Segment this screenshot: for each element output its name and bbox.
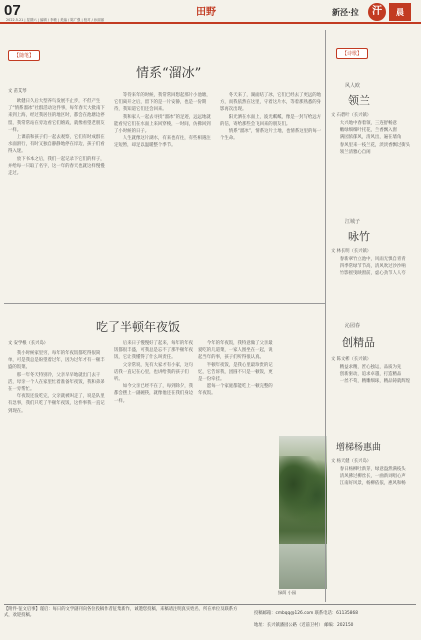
main-article-col3: 冬天来了，湖面结了冰，它们已经去了更远的地方，而我依然在这里，守着这片水，等着那熟悉的身影再次出现。 阳光洒在水面上，波光粼粼，像是一封写给远方的信，寄给那些会飞回来的朋友们。 情系“溜冰”，情系这片土地，也情系这里的每一个生命。 bbox=[220, 93, 322, 142]
poem2-author: 文 林长明（长兴镇） bbox=[331, 249, 372, 254]
article2-col3: 今年的年夜饭，我特意做了父亲最爱吃的几道菜，一家人围坐在一起，说起当年的事，孩子们听得很认真。 半顿年夜饭，是我心里最珍贵的记忆，它告诉我，团圆不只是一顿饭，更是一份牵挂。 愿每一个家庭都能吃上一顿完整的年夜饭。 bbox=[198, 341, 273, 397]
poem-tag: 【诗歌】 bbox=[336, 48, 368, 59]
main-article-col1: 欧健日久后大型养鸟发展不止步，不但产生了“情系溜冰”社群活动这件事，每年春天大批南下来到上海，经过我居住的地区时，都会在池塘边停留，我常常站在旁边看它们嬉戏，就像看望老朋友一样。 上课前和孩子们一起去观察，它们有时成群在水面滑行，有时又独自静静地停在岸边，孩子们看得入迷。 放下书本之后，我们一起记录下它们的样子，并给每一只取了名字，这一年的春天也就这样慢慢走过。 bbox=[8, 99, 105, 177]
footer-contact: 投稿邮箱：cmbqq@126.com 联系电话：61135868 bbox=[254, 611, 358, 616]
photo-water bbox=[279, 544, 327, 589]
main-article-author: 文 苗艾琴 bbox=[8, 89, 27, 94]
footer-address: 地址：长兴镇潘园公路（近前卫村） 邮编：202150 bbox=[254, 623, 354, 628]
article2-author: 文 安学根（长兴岛） bbox=[8, 341, 49, 346]
poem3-author: 文 陈文彬（长兴镇） bbox=[331, 357, 372, 362]
footer-notice bbox=[4, 604, 416, 638]
poem3-body: 精益求精，匠心独运，品质为先 创新驱动，追求卓越，打造精品 一丝不苟，精雕细琢，精品铸就辉煌 bbox=[339, 365, 411, 385]
article2-title: 吃了半顿年夜饭 bbox=[96, 320, 181, 334]
article2-col2: 后来日子慢慢好了起来，每年的年夜饭都很丰盛，可我总是忘不了那半顿年夜饭，它让我懂得了什么叫责任。 父亲常说，先有大家才有小家，这句话我一直记在心里，也讲给我的孩子们听。 如今父亲已经不在了，每到除夕，我都会摆上一副碗筷，就像他还在我们身边一样。 bbox=[114, 341, 194, 404]
footer-note: 【附件·征文启事】谨启：每日的文学副刊向各位投稿作者征集新作，诚邀您投稿，来稿请注明真实姓名、所在单位及联系方式，欢迎投稿。 bbox=[4, 607, 238, 618]
poem2-body: 春新翠竹立池中，风雨无惧自青青 四季常绿节节高，清风吹过沙沙响 竹影摇曳映窗前，虚心劲节人人夸 bbox=[339, 257, 406, 277]
poem1-author: 文 石碧叶（长兴镇） bbox=[331, 113, 372, 118]
sidebar-divider bbox=[325, 30, 326, 602]
poem2-title: 咏竹 bbox=[348, 230, 370, 243]
poem1-title: 领兰 bbox=[348, 94, 370, 107]
masthead-logo: 汗 bbox=[368, 3, 386, 21]
masthead-text: 新泾·拉 bbox=[332, 7, 359, 17]
divider bbox=[4, 303, 325, 304]
poem4-body: 春日杨柳吐新芽，绿意盎然满枝头 清风拂过柳丝长，一曲新词唱心声 江南好风景，杨柳依依，惠风和畅 bbox=[339, 467, 406, 487]
poem2-prefix: 江城子 bbox=[345, 219, 361, 225]
page-header bbox=[0, 0, 421, 24]
poem3-prefix: 沁园春 bbox=[345, 323, 361, 329]
poem4-author: 文 杨天健（长兴岛） bbox=[331, 459, 372, 464]
photo-trees bbox=[279, 456, 327, 526]
poem1-body: 大兴地中春着领，三连舒畅意 嫩绿细细叶托花，兰香飘入窗 满园浓郁风，清风出，遍在墙角 春风里来一枝兰花，淡淡香飘过街头 领兰清雅心自闲 bbox=[339, 121, 411, 155]
essay-tag: 【随笔】 bbox=[8, 50, 40, 61]
poem3-title: 创精品 bbox=[342, 336, 375, 349]
landscape-photo bbox=[279, 436, 327, 589]
main-article-title: 情系“溜冰” bbox=[136, 66, 202, 81]
article2-col1: 我小时候家里穷，每年的年夜饭都吃得很简单，可是我总是盼望着过年，因为过年才有一顿丰盛的饭菜。 那一年冬天特别冷，父亲早早地就出门去干活，母亲一个人在家里忙着准备年夜饭，我和弟弟在一旁帮忙。 年夜饭还没吃完，父亲就被叫走了，说是队里有急事，我们只吃了半顿年夜饭，这件事我一直记到现在。 bbox=[8, 351, 105, 414]
photo-caption: 绿荫 小园 bbox=[278, 590, 297, 595]
issue-meta: 2022.5.21 | 星期六 | 编辑 / 李敏 | 美编 / 陈广强 | 校对 / 孙丽丽 bbox=[6, 18, 104, 22]
poem4-title: 增梯杨惠曲 bbox=[336, 443, 382, 453]
main-article-col2: 等待来年的时候，我常常回想起那片小池塘，它们离开之后，留下的是一片安静，也是一份期待，我知道它们还会回来。 我和家人一起去寻找“溜冰”的足迹，远远地就能看见它们在水面上来回穿梭，一时间，仿佛回到了小时候的日子。 人生就像这片湖水，有来也有往，有些相遇注定短暂，却足以温暖整个季节。 bbox=[114, 93, 211, 149]
poem1-prefix: 风人欧 bbox=[345, 83, 361, 89]
section-title: 田野 bbox=[196, 7, 216, 18]
page-number: 07 bbox=[4, 2, 21, 19]
masthead-logo-2: 晨 bbox=[389, 3, 411, 21]
